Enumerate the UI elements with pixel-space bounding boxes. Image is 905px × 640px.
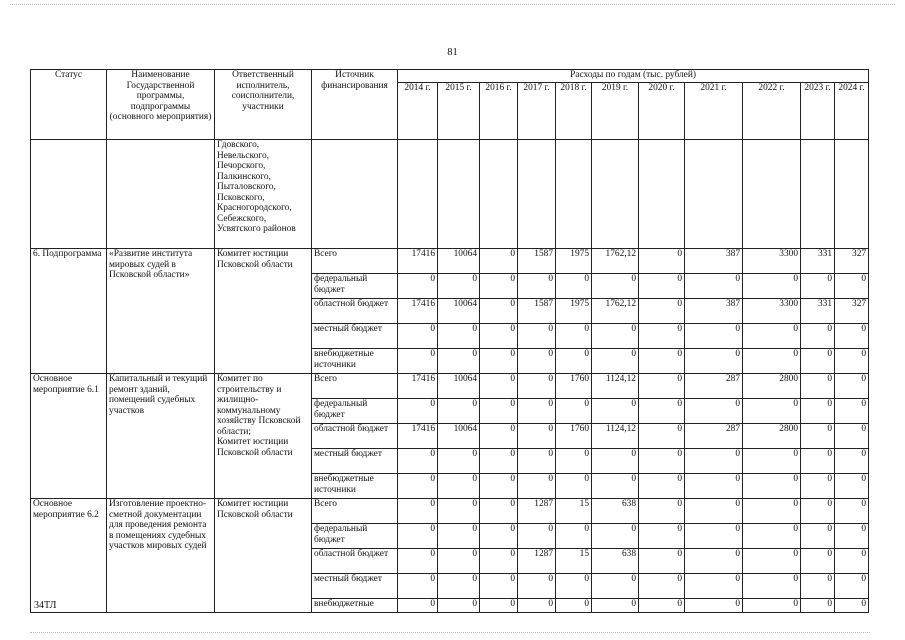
value-cell: 387 xyxy=(685,299,743,324)
value-cell: 0 xyxy=(801,374,835,399)
source-cell: внебюджетные источники xyxy=(312,349,398,374)
value-cell: 0 xyxy=(835,324,869,349)
value-cell: 0 xyxy=(801,274,835,299)
source-cell: федеральный бюджет xyxy=(312,524,398,549)
value-cell: 0 xyxy=(556,324,592,349)
value-cell: 0 xyxy=(592,274,639,299)
value-cell: 0 xyxy=(801,524,835,549)
name-cell: Изготовление проектно-сметной документации для проведения ремонта в помещениях судебных участков мировых судей xyxy=(107,499,215,613)
source-cell: Всего xyxy=(312,499,398,524)
value-cell: 0 xyxy=(801,574,835,599)
header-year: 2022 г. xyxy=(743,83,801,140)
value-cell: 0 xyxy=(556,574,592,599)
value-cell: 0 xyxy=(438,399,480,424)
value-cell: 0 xyxy=(685,499,743,524)
value-cell: 0 xyxy=(592,474,639,499)
value-cell: 0 xyxy=(438,549,480,574)
value-cell: 0 xyxy=(639,499,685,524)
value-cell: 0 xyxy=(639,299,685,324)
value-cell: 3300 xyxy=(743,299,801,324)
header-year: 2020 г. xyxy=(639,83,685,140)
value-cell: 0 xyxy=(592,399,639,424)
value-cell: 17416 xyxy=(398,374,438,399)
value-cell: 0 xyxy=(639,399,685,424)
value-cell: 0 xyxy=(639,249,685,274)
value-cell: 0 xyxy=(518,274,556,299)
value-cell: 2800 xyxy=(743,374,801,399)
scan-artifact-bottom xyxy=(30,632,870,633)
value-cell: 1975 xyxy=(556,299,592,324)
value-cell: 0 xyxy=(743,449,801,474)
value-cell: 0 xyxy=(398,599,438,613)
value-cell: 0 xyxy=(518,424,556,449)
value-cell: 0 xyxy=(398,349,438,374)
value-cell: 638 xyxy=(592,549,639,574)
value-cell: 0 xyxy=(398,549,438,574)
value-cell: 327 xyxy=(835,249,869,274)
value-cell: 0 xyxy=(398,399,438,424)
responsible-entry: Комитет юстиции Псковской области xyxy=(217,437,293,458)
value-cell: 0 xyxy=(556,474,592,499)
value-cell: 0 xyxy=(639,324,685,349)
source-cell: Всего xyxy=(312,249,398,274)
header-year: 2018 г. xyxy=(556,83,592,140)
responsible-cell xyxy=(215,499,312,613)
value-cell: 0 xyxy=(398,524,438,549)
value-cell: 0 xyxy=(480,574,518,599)
value-cell: 0 xyxy=(835,349,869,374)
value-cell: 0 xyxy=(639,349,685,374)
value-cell: 0 xyxy=(743,599,801,613)
value-cell: 10064 xyxy=(438,299,480,324)
value-cell: 327 xyxy=(835,299,869,324)
header-year: 2021 г. xyxy=(685,83,743,140)
value-cell: 0 xyxy=(685,599,743,613)
value-cell: 0 xyxy=(518,324,556,349)
value-cell: 0 xyxy=(438,449,480,474)
value-cell: 0 xyxy=(639,524,685,549)
value-cell: 0 xyxy=(480,524,518,549)
value-cell: 0 xyxy=(480,299,518,324)
value-cell: 0 xyxy=(556,524,592,549)
header-year: 2024 г. xyxy=(835,83,869,140)
footer-code: 34ТЛ xyxy=(34,600,57,611)
source-cell: Всего xyxy=(312,374,398,399)
header-year: 2015 г. xyxy=(438,83,480,140)
value-cell: 0 xyxy=(835,424,869,449)
value-cell: 1587 xyxy=(518,249,556,274)
value-cell: 0 xyxy=(743,474,801,499)
value-cell: 0 xyxy=(480,499,518,524)
source-cell: внебюджетные источники xyxy=(312,474,398,499)
source-cell: федеральный бюджет xyxy=(312,274,398,299)
responsible-entry: Комитет по строительству и жилищно-коммунальному хозяйству Псковской области; xyxy=(217,374,301,437)
value-cell: 0 xyxy=(835,549,869,574)
value-cell: 0 xyxy=(438,474,480,499)
value-cell: 0 xyxy=(480,349,518,374)
value-cell: 0 xyxy=(801,399,835,424)
value-cell: 0 xyxy=(743,324,801,349)
value-cell: 0 xyxy=(801,324,835,349)
scan-artifact-top xyxy=(10,4,895,5)
value-cell: 0 xyxy=(801,449,835,474)
header-year: 2014 г. xyxy=(398,83,438,140)
value-cell: 0 xyxy=(556,449,592,474)
value-cell: 0 xyxy=(801,599,835,613)
value-cell: 638 xyxy=(592,499,639,524)
value-cell: 0 xyxy=(743,349,801,374)
value-cell: 0 xyxy=(592,324,639,349)
value-cell: 0 xyxy=(835,274,869,299)
value-cell: 1587 xyxy=(518,299,556,324)
status-cell: Основное мероприятие 6.2 xyxy=(31,499,107,613)
value-cell: 17416 xyxy=(398,249,438,274)
header-source: Источник финансирования xyxy=(312,70,398,140)
continuation-source-cell xyxy=(312,140,398,249)
value-cell: 0 xyxy=(592,524,639,549)
value-cell: 387 xyxy=(685,249,743,274)
value-cell: 0 xyxy=(639,474,685,499)
source-cell: местный бюджет xyxy=(312,574,398,599)
page-number: 81 xyxy=(447,47,458,58)
table-row xyxy=(31,499,869,524)
value-cell: 0 xyxy=(518,524,556,549)
budget-table xyxy=(30,69,869,613)
value-cell: 1762,12 xyxy=(592,249,639,274)
value-cell: 0 xyxy=(438,349,480,374)
continuation-status-cell xyxy=(31,140,107,249)
value-cell: 0 xyxy=(685,349,743,374)
value-cell: 0 xyxy=(685,399,743,424)
value-cell: 0 xyxy=(685,324,743,349)
value-cell: 10064 xyxy=(438,249,480,274)
value-cell: 2800 xyxy=(743,424,801,449)
value-cell: 0 xyxy=(480,399,518,424)
value-cell: 0 xyxy=(835,524,869,549)
value-cell: 331 xyxy=(801,299,835,324)
value-cell: 0 xyxy=(743,274,801,299)
value-cell: 0 xyxy=(438,274,480,299)
status-cell: 6. Подпрограмма xyxy=(31,249,107,374)
value-cell: 1975 xyxy=(556,249,592,274)
value-cell: 0 xyxy=(743,574,801,599)
source-cell: местный бюджет xyxy=(312,449,398,474)
value-cell: 15 xyxy=(556,549,592,574)
value-cell: 0 xyxy=(801,549,835,574)
value-cell: 0 xyxy=(592,599,639,613)
header-year: 2023 г. xyxy=(801,83,835,140)
value-cell: 0 xyxy=(743,499,801,524)
value-cell: 0 xyxy=(480,374,518,399)
header-year: 2017 г. xyxy=(518,83,556,140)
header-name: Наименование Государственной программы, подпрограммы (основного мероприятия) xyxy=(107,70,215,140)
value-cell: 10064 xyxy=(438,424,480,449)
value-cell: 1124,12 xyxy=(592,374,639,399)
value-cell: 0 xyxy=(480,424,518,449)
continuation-row xyxy=(31,140,869,249)
header-responsible: Ответственный исполнитель, соисполнители, участники xyxy=(215,70,312,140)
source-cell: местный бюджет xyxy=(312,324,398,349)
source-cell: внебюджетные xyxy=(312,599,398,613)
value-cell: 0 xyxy=(480,474,518,499)
header-year: 2019 г. xyxy=(592,83,639,140)
value-cell: 0 xyxy=(801,349,835,374)
value-cell: 0 xyxy=(639,574,685,599)
value-cell: 0 xyxy=(398,474,438,499)
responsible-entry: Комитет юстиции Псковской области xyxy=(217,499,293,520)
value-cell: 0 xyxy=(556,274,592,299)
value-cell: 1760 xyxy=(556,424,592,449)
continuation-responsible: Гдовского, Невельского, Печорского, Палкинского, Пыталовского, Псковского, Красногородского, Себежского, Усвятского районов xyxy=(215,140,312,249)
value-cell: 0 xyxy=(835,574,869,599)
value-cell: 0 xyxy=(835,399,869,424)
value-cell: 0 xyxy=(835,449,869,474)
value-cell: 0 xyxy=(592,574,639,599)
value-cell: 0 xyxy=(518,574,556,599)
value-cell: 0 xyxy=(480,274,518,299)
continuation-name-cell xyxy=(107,140,215,249)
responsible-cell xyxy=(215,249,312,374)
value-cell: 0 xyxy=(556,399,592,424)
value-cell: 10064 xyxy=(438,374,480,399)
value-cell: 17416 xyxy=(398,299,438,324)
value-cell: 0 xyxy=(438,599,480,613)
value-cell: 0 xyxy=(398,574,438,599)
value-cell: 17416 xyxy=(398,424,438,449)
value-cell: 0 xyxy=(480,324,518,349)
value-cell: 0 xyxy=(685,524,743,549)
value-cell: 0 xyxy=(835,374,869,399)
value-cell: 0 xyxy=(556,349,592,374)
value-cell: 287 xyxy=(685,424,743,449)
value-cell: 0 xyxy=(438,524,480,549)
source-cell: областной бюджет xyxy=(312,424,398,449)
value-cell: 0 xyxy=(518,474,556,499)
value-cell: 0 xyxy=(518,599,556,613)
value-cell: 0 xyxy=(685,274,743,299)
value-cell: 0 xyxy=(685,474,743,499)
name-cell: «Развитие института мировых судей в Псковской области» xyxy=(107,249,215,374)
table-row xyxy=(31,374,869,399)
value-cell: 1287 xyxy=(518,549,556,574)
value-cell: 0 xyxy=(592,449,639,474)
value-cell: 0 xyxy=(518,449,556,474)
value-cell: 0 xyxy=(480,249,518,274)
value-cell: 1762,12 xyxy=(592,299,639,324)
value-cell: 1287 xyxy=(518,499,556,524)
value-cell: 0 xyxy=(835,474,869,499)
responsible-cell xyxy=(215,374,312,499)
value-cell: 0 xyxy=(480,599,518,613)
value-cell: 0 xyxy=(743,524,801,549)
source-cell: областной бюджет xyxy=(312,299,398,324)
value-cell: 0 xyxy=(801,499,835,524)
value-cell: 0 xyxy=(518,399,556,424)
value-cell: 331 xyxy=(801,249,835,274)
value-cell: 0 xyxy=(438,574,480,599)
value-cell: 0 xyxy=(398,274,438,299)
value-cell: 0 xyxy=(835,499,869,524)
value-cell: 0 xyxy=(685,549,743,574)
responsible-entry: Комитет юстиции Псковской области xyxy=(217,249,293,270)
value-cell: 0 xyxy=(438,324,480,349)
table-row xyxy=(31,249,869,274)
value-cell: 0 xyxy=(743,549,801,574)
source-cell: федеральный бюджет xyxy=(312,399,398,424)
value-cell: 0 xyxy=(639,599,685,613)
name-cell: Капитальный и текущий ремонт зданий, помещений судебных участков xyxy=(107,374,215,499)
value-cell: 287 xyxy=(685,374,743,399)
value-cell: 1760 xyxy=(556,374,592,399)
header-expenses: Расходы по годам (тыс. рублей) xyxy=(398,70,869,83)
source-cell: областной бюджет xyxy=(312,549,398,574)
value-cell: 0 xyxy=(639,274,685,299)
value-cell: 0 xyxy=(639,449,685,474)
value-cell: 0 xyxy=(556,599,592,613)
status-cell: Основное мероприятие 6.1 xyxy=(31,374,107,499)
value-cell: 0 xyxy=(639,549,685,574)
value-cell: 0 xyxy=(801,474,835,499)
value-cell: 0 xyxy=(398,324,438,349)
value-cell: 15 xyxy=(556,499,592,524)
value-cell: 0 xyxy=(801,424,835,449)
value-cell: 0 xyxy=(685,574,743,599)
value-cell: 0 xyxy=(518,349,556,374)
value-cell: 0 xyxy=(639,424,685,449)
value-cell: 0 xyxy=(743,399,801,424)
value-cell: 1124,12 xyxy=(592,424,639,449)
value-cell: 0 xyxy=(518,374,556,399)
header-status: Статус xyxy=(31,70,107,140)
value-cell: 0 xyxy=(398,499,438,524)
value-cell: 0 xyxy=(438,499,480,524)
value-cell: 0 xyxy=(639,374,685,399)
value-cell: 0 xyxy=(398,449,438,474)
header-year: 2016 г. xyxy=(480,83,518,140)
value-cell: 0 xyxy=(592,349,639,374)
value-cell: 0 xyxy=(480,449,518,474)
value-cell: 0 xyxy=(835,599,869,613)
value-cell: 3300 xyxy=(743,249,801,274)
value-cell: 0 xyxy=(480,549,518,574)
value-cell: 0 xyxy=(685,449,743,474)
